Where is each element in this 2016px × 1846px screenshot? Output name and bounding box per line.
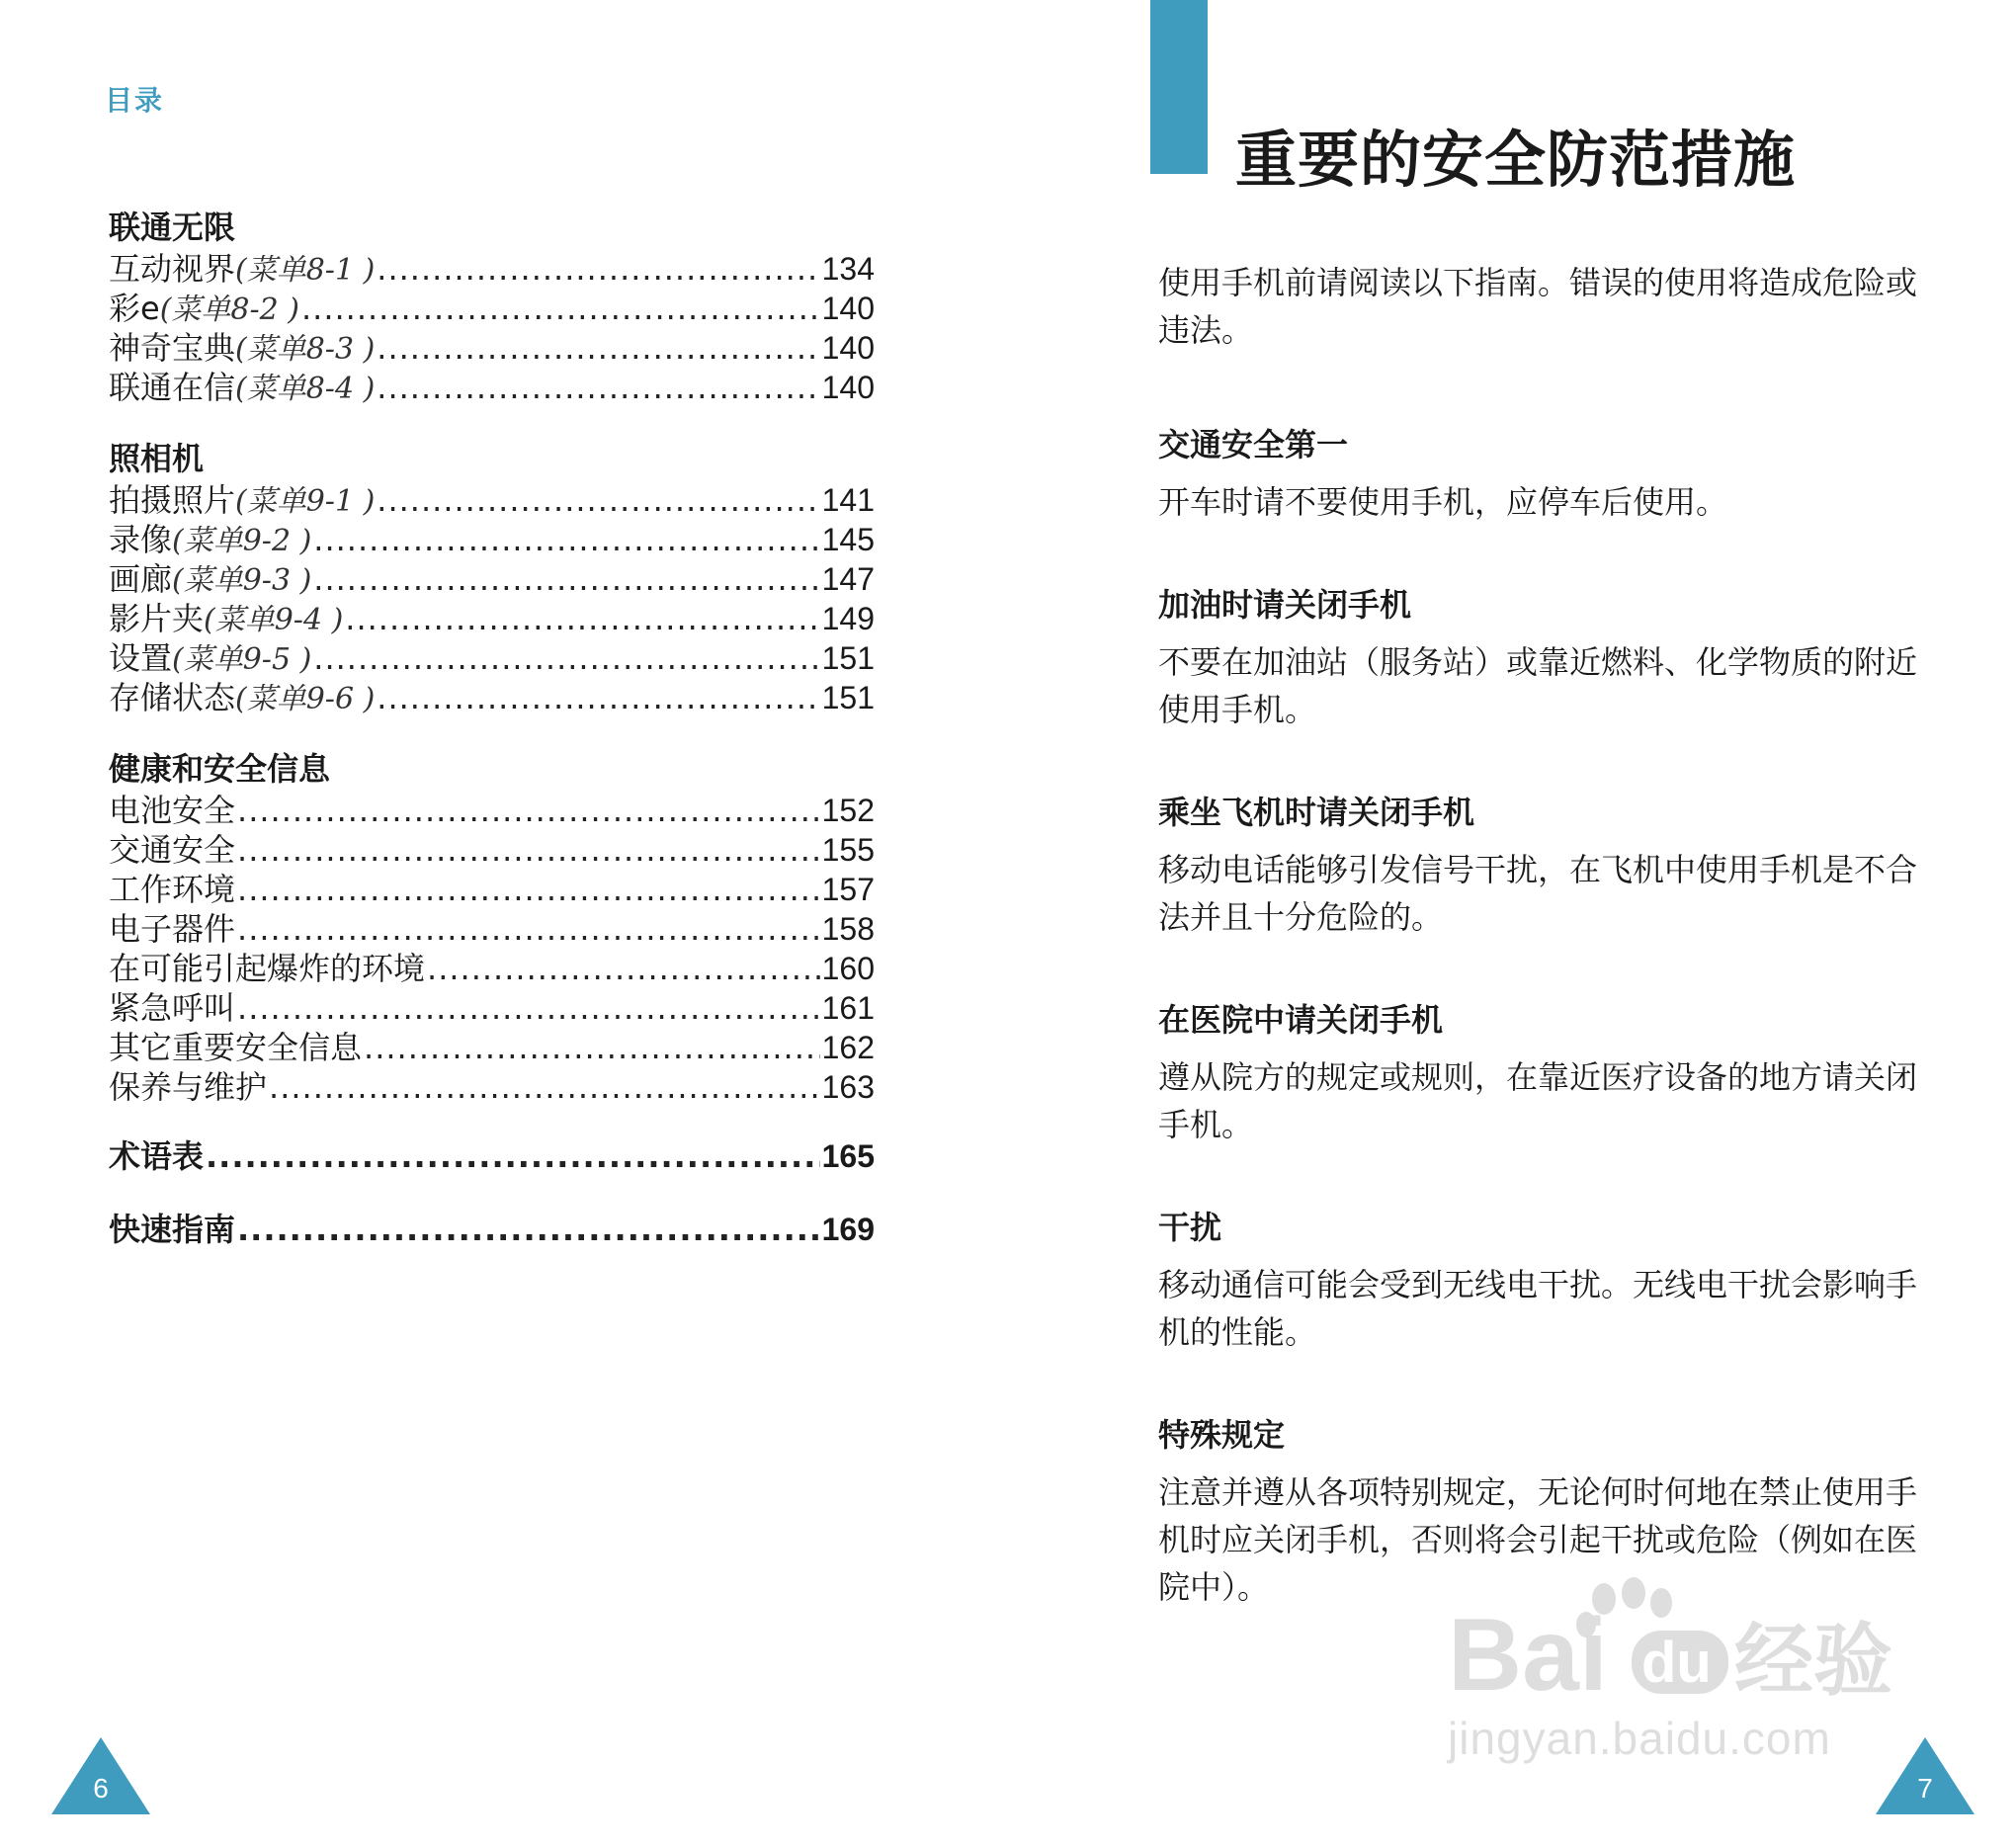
toc-entry-menu: (菜单9-2 ) bbox=[172, 524, 312, 558]
safety-section bbox=[1158, 1206, 1929, 1356]
safety-section bbox=[1158, 998, 1929, 1148]
toc-entry-menu: (菜单9-4 ) bbox=[204, 603, 344, 637]
toc-entry[interactable] bbox=[109, 791, 875, 830]
toc-entry-title: 工作环境 bbox=[109, 871, 236, 908]
toc-entry-title: 神奇宝典 bbox=[109, 329, 236, 367]
dot-leader bbox=[269, 1067, 820, 1107]
toc-entry-page: 140 bbox=[821, 370, 875, 405]
toc-entry-page: 151 bbox=[821, 640, 875, 676]
toc-entry-page: 169 bbox=[821, 1212, 875, 1247]
toc-entry-title: 互动视界 bbox=[109, 250, 236, 288]
toc-entry[interactable] bbox=[109, 368, 875, 407]
toc-entry-page: 155 bbox=[821, 832, 875, 868]
section-body: 移动电话能够引发信号干扰，在飞机中使用手机是不合法并且十分危险的。 bbox=[1158, 851, 1918, 936]
toc-entry-menu: (菜单8-2 ) bbox=[159, 293, 299, 327]
dot-leader bbox=[377, 328, 819, 368]
section-heading: 加油时请关闭手机 bbox=[1158, 586, 1412, 624]
toc-entry-title: 电池安全 bbox=[109, 792, 236, 829]
dot-leader bbox=[377, 678, 819, 717]
svg-text:经验: 经验 bbox=[1734, 1615, 1892, 1707]
dot-leader bbox=[364, 1028, 820, 1067]
toc-entry-page: 151 bbox=[821, 680, 875, 715]
toc-entry-menu: (菜单9-1 ) bbox=[235, 484, 376, 519]
watermark-domain: jingyan.baidu.com bbox=[1448, 1713, 1831, 1764]
toc-entry-title: 快速指南 bbox=[109, 1211, 236, 1248]
toc-entry-page: 158 bbox=[821, 911, 875, 947]
toc-section bbox=[109, 747, 875, 1107]
section-heading: 交通安全第一 bbox=[1158, 426, 1349, 463]
toc-entry-page: 145 bbox=[821, 522, 875, 557]
section-heading: 特殊规定 bbox=[1158, 1416, 1286, 1454]
toc-entry-page: 165 bbox=[821, 1138, 875, 1174]
toc-entry-menu: (菜单9-6 ) bbox=[235, 682, 376, 716]
safety-content bbox=[1158, 259, 1929, 1668]
toc-entry[interactable] bbox=[109, 830, 875, 870]
dot-leader bbox=[237, 988, 820, 1028]
dot-leader bbox=[345, 599, 819, 638]
page-number: 7 bbox=[1917, 1773, 1933, 1804]
toc-entry[interactable] bbox=[109, 249, 875, 289]
toc-entry-title: 电子器件 bbox=[109, 910, 236, 948]
dot-leader bbox=[377, 480, 819, 520]
section-body: 遵从院方的规定或规则，在靠近医疗设备的地方请关闭手机。 bbox=[1158, 1058, 1918, 1143]
toc-entry-title: 彩e bbox=[109, 290, 160, 327]
page-number: 6 bbox=[93, 1773, 109, 1804]
toc-entry-title: 拍摄照片 bbox=[109, 481, 236, 519]
toc-entry-menu: (菜单8-4 ) bbox=[235, 372, 376, 406]
toc-entry-page: 152 bbox=[821, 793, 875, 828]
accent-bar bbox=[1150, 0, 1208, 174]
toc-section bbox=[109, 437, 875, 717]
dot-leader bbox=[377, 249, 819, 289]
toc-entry-title: 录像 bbox=[109, 521, 173, 558]
toc-entry-page: 149 bbox=[821, 601, 875, 636]
section-body: 移动通信可能会受到无线电干扰。无线电干扰会影响手机的性能。 bbox=[1158, 1266, 1918, 1351]
toc-entry[interactable] bbox=[109, 559, 875, 599]
toc-entry[interactable] bbox=[109, 949, 875, 988]
dot-leader bbox=[313, 559, 819, 599]
toc-entry-menu: (菜单8-1 ) bbox=[235, 253, 376, 288]
section-heading: 干扰 bbox=[1158, 1209, 1222, 1246]
toc-entry-title: 设置 bbox=[109, 639, 173, 677]
safety-section bbox=[1158, 791, 1929, 941]
section-heading: 在医院中请关闭手机 bbox=[1158, 1001, 1444, 1039]
toc-entry-menu: (菜单9-3 ) bbox=[172, 563, 312, 598]
safety-section bbox=[1158, 423, 1929, 526]
section-body: 不要在加油站（服务站）或靠近燃料、化学物质的附近使用手机。 bbox=[1158, 643, 1918, 728]
toc-entry-page: 157 bbox=[821, 872, 875, 907]
dot-leader bbox=[313, 638, 819, 678]
svg-text:Bai: Bai bbox=[1448, 1598, 1608, 1712]
dot-leader bbox=[427, 949, 820, 988]
toc-entry-title: 画廊 bbox=[109, 560, 173, 598]
toc-entry-title: 存储状态 bbox=[109, 679, 236, 716]
toc-entry[interactable] bbox=[109, 678, 875, 717]
right-page bbox=[1008, 0, 2016, 1846]
baidu-jingyan-logo bbox=[1438, 1573, 1902, 1712]
intro-text: 使用手机前请阅读以下指南。错误的使用将造成危险或违法。 bbox=[1158, 264, 1918, 349]
dot-leader bbox=[206, 1136, 820, 1176]
toc-entry[interactable] bbox=[109, 988, 875, 1028]
dot-leader bbox=[237, 791, 820, 830]
dot-leader bbox=[237, 830, 820, 870]
toc-section bbox=[109, 206, 875, 407]
toc-entry-page: 147 bbox=[821, 561, 875, 597]
section-heading: 乘坐飞机时请关闭手机 bbox=[1158, 794, 1475, 831]
toc-entry-title: 在可能引起爆炸的环境 bbox=[109, 950, 426, 987]
toc-entry[interactable] bbox=[109, 870, 875, 909]
toc-entry-page: 161 bbox=[821, 990, 875, 1026]
toc-entry-title: 交通安全 bbox=[109, 831, 236, 869]
toc-entry-page: 140 bbox=[821, 330, 875, 366]
toc-header: 目录 bbox=[105, 84, 165, 117]
toc-entry[interactable] bbox=[109, 520, 875, 559]
toc-entry-page: 162 bbox=[821, 1030, 875, 1065]
toc-entry-menu: (菜单8-3 ) bbox=[235, 332, 376, 367]
toc-entry-title: 联通在信 bbox=[109, 369, 236, 406]
section-body: 注意并遵从各项特别规定，无论何时何地在禁止使用手机时应关闭手机，否则将会引起干扰或危险（例如在医院中）。 bbox=[1158, 1473, 1918, 1606]
dot-leader bbox=[237, 909, 820, 949]
safety-section bbox=[1158, 583, 1929, 733]
toc-bold-entry bbox=[109, 1136, 875, 1176]
toc-entry-page: 160 bbox=[821, 951, 875, 986]
table-of-contents bbox=[109, 206, 875, 1283]
toc-entry-quick-guide[interactable] bbox=[109, 1210, 875, 1249]
toc-entry-title: 术语表 bbox=[109, 1137, 205, 1175]
toc-entry[interactable] bbox=[109, 599, 875, 638]
toc-entry[interactable] bbox=[109, 638, 875, 678]
toc-entry[interactable] bbox=[109, 480, 875, 520]
dot-leader bbox=[313, 520, 819, 559]
toc-entry[interactable] bbox=[109, 1028, 875, 1067]
toc-entry-title: 紧急呼叫 bbox=[109, 989, 236, 1027]
toc-entry-title: 保养与维护 bbox=[109, 1068, 268, 1106]
toc-entry[interactable] bbox=[109, 289, 875, 328]
toc-entry-menu: (菜单9-5 ) bbox=[172, 642, 312, 677]
page-title: 重要的安全防范措施 bbox=[1235, 124, 1797, 196]
toc-entry-glossary[interactable] bbox=[109, 1136, 875, 1176]
baidu-watermark bbox=[1438, 1573, 1912, 1764]
toc-section-title: 联通无限 bbox=[109, 209, 236, 246]
toc-section-title: 照相机 bbox=[109, 440, 205, 477]
toc-entry-page: 140 bbox=[821, 291, 875, 326]
section-body: 开车时请不要使用手机，应停车后使用。 bbox=[1158, 483, 1728, 521]
dot-leader bbox=[237, 1210, 820, 1249]
toc-entry-page: 134 bbox=[821, 251, 875, 287]
dot-leader bbox=[301, 289, 820, 328]
toc-bold-entry bbox=[109, 1210, 875, 1249]
toc-entry[interactable] bbox=[109, 909, 875, 949]
dot-leader bbox=[377, 368, 819, 407]
toc-entry-title: 其它重要安全信息 bbox=[109, 1029, 363, 1066]
toc-entry-title: 影片夹 bbox=[109, 600, 205, 637]
toc-entry[interactable] bbox=[109, 1067, 875, 1107]
toc-entry[interactable] bbox=[109, 328, 875, 368]
toc-entry-page: 163 bbox=[821, 1069, 875, 1105]
dot-leader bbox=[237, 870, 820, 909]
svg-text:du: du bbox=[1641, 1631, 1712, 1695]
toc-section-title: 健康和安全信息 bbox=[109, 750, 331, 788]
toc-entry-page: 141 bbox=[821, 482, 875, 518]
